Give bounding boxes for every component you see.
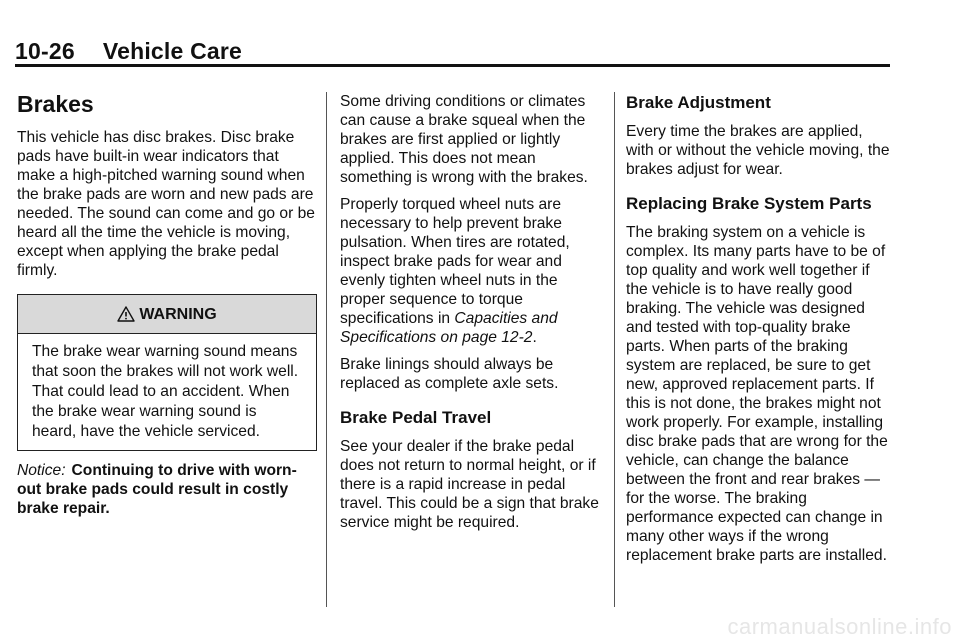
warning-header bbox=[18, 295, 316, 334]
warning-text: The brake wear warning sound means that soon the brakes will not work well. That could lead to an accident. When the brake wear warning sound is heard, have the vehicle serviced. bbox=[32, 343, 299, 440]
notice-label: Notice: bbox=[17, 462, 66, 479]
pedal-travel-text: See your dealer if the brake pedal does not return to normal height, or if there is a rapid increase in pedal travel. This could be a sign that brake service might be required. bbox=[340, 438, 599, 531]
page-header bbox=[15, 36, 242, 66]
watermark: carmanualsonline.info bbox=[727, 614, 952, 639]
replacing-parts-text: The braking system on a vehicle is complex. Its many parts have to be of top quality and work well together if the vehicle is to have really good braking. The vehicle was designed and tested with top-quality brake parts. When parts of the braking system are replaced, be sure to get new, approved replacement parts. If this is not done, the brakes might not work properly. For example, installing disc brake pads that are wrong for the vehicle, can change the balance between the front and rear brakes — for the worse. The braking performance expected can change in many other ways if the wrong replacement brake parts are installed. bbox=[626, 224, 888, 564]
warning-icon bbox=[117, 305, 135, 323]
brakes-heading: Brakes bbox=[17, 91, 94, 117]
page-number: 10-26 bbox=[15, 38, 75, 64]
column-divider-1 bbox=[326, 92, 327, 607]
squeal-paragraph: Some driving conditions or climates can cause a brake squeal when the brakes are first applied or lightly applied. This does not mean something is wrong with the brakes. bbox=[340, 93, 588, 186]
header-rule bbox=[15, 64, 890, 67]
wheel-nuts-end: . bbox=[532, 329, 537, 346]
section-title: Vehicle Care bbox=[102, 38, 243, 64]
wheel-nuts-paragraph bbox=[340, 195, 605, 347]
capacities-reference-link[interactable]: Capacities and Specifications on page 12-2 bbox=[340, 310, 558, 346]
replacing-parts-heading: Replacing Brake System Parts bbox=[626, 194, 872, 213]
column-divider-2 bbox=[614, 92, 615, 607]
column-2 bbox=[340, 92, 605, 540]
brake-adjustment-text: Every time the brakes are applied, with or without the vehicle moving, the brakes adjust for wear. bbox=[626, 123, 890, 178]
brake-adjustment-heading: Brake Adjustment bbox=[626, 93, 771, 112]
column-1 bbox=[17, 86, 317, 526]
notice-text: Continuing to drive with worn-out brake pads could result in costly brake repair. bbox=[17, 462, 297, 517]
pedal-travel-heading: Brake Pedal Travel bbox=[340, 408, 492, 427]
brakes-intro: This vehicle has disc brakes. Disc brake pads have built-in wear indicators that make a high-pitched warning sound when the brake pads are worn and new pads are needed. The sound can come and go or be heard all the time the vehicle is moving, except when applying the brake pedal firmly. bbox=[17, 129, 315, 279]
notice bbox=[17, 461, 317, 518]
linings-paragraph: Brake linings should always be replaced as complete axle sets. bbox=[340, 356, 559, 392]
warning-title: WARNING bbox=[139, 305, 217, 323]
wheel-nuts-text: Properly torqued wheel nuts are necessary to help prevent brake pulsation. When tires are rotated, inspect brake pads for wear and evenly tighten wheel nuts in the proper sequence to torque specifications in bbox=[340, 196, 570, 327]
warning-box bbox=[17, 294, 317, 451]
column-3 bbox=[626, 92, 892, 573]
